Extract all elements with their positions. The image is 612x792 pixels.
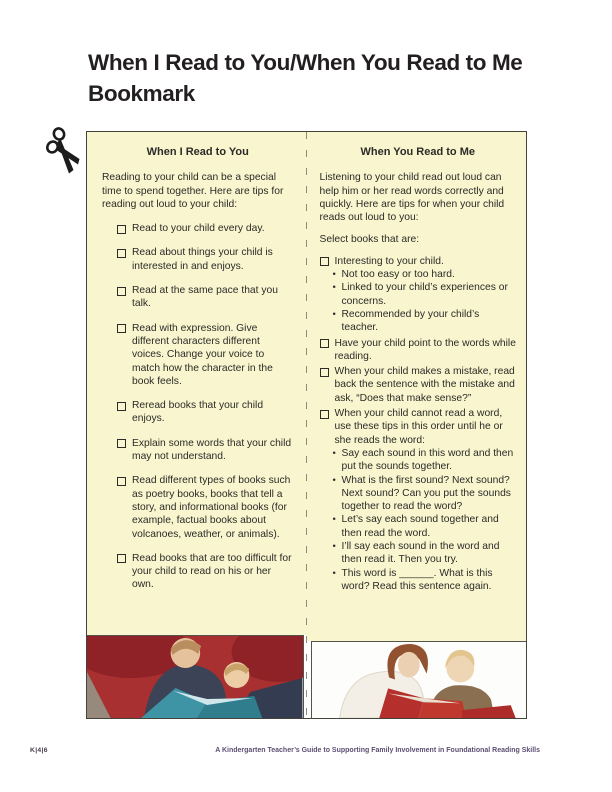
tip-sub-item: • This word is ______. What is this word? Read this sentence again. (332, 567, 493, 592)
empty-checkbox-icon (320, 410, 329, 419)
page-title-line1: When I Read to You/When You Read to Me (88, 50, 523, 75)
right-tip-list (320, 255, 517, 593)
empty-checkbox-icon (117, 554, 126, 563)
bullet-icon: • (332, 474, 336, 486)
bullet-icon: • (332, 282, 336, 294)
empty-checkbox-icon (117, 477, 126, 486)
tip-sub-item: • Linked to your child’s experiences or concerns. (332, 282, 508, 307)
tip-sub-item: • I’ll say each sound in the word and then read it. Then you try. (332, 541, 500, 566)
tip-sub-item: • Recommended by your child’s teacher. (332, 308, 480, 334)
left-tip-list (102, 222, 294, 592)
tip-item: Read at the same pace that you talk. (117, 284, 294, 311)
tip-item: When your child makes a mistake, read back the sentence with the mistake and ask, “Does that make sense?” (320, 365, 517, 405)
right-text-panel (307, 132, 527, 641)
bullet-icon: • (332, 447, 336, 459)
photo-mother-toddler-reading (311, 641, 527, 718)
tip-item: Read to your child every day. (117, 222, 294, 235)
tip-sub-item: • Let’s say each sound together and then read the word. (332, 514, 499, 539)
tip-item: When your child cannot read a word, use these tips in this order until he or she reads the word: (320, 407, 517, 447)
tip-item: Reread books that your child enjoys. (117, 399, 294, 426)
tip-item: Explain some words that your child may not understand. (117, 437, 294, 464)
empty-checkbox-icon (320, 339, 329, 348)
bullet-icon: • (332, 308, 336, 320)
empty-checkbox-icon (117, 324, 126, 333)
select-books-label: Select books that are: (319, 234, 420, 246)
bullet-icon: • (332, 541, 336, 553)
bookmark-left-column (87, 132, 307, 718)
tip-item: Read with expression. Give different characters different voices. Change your voice to match how the character in the book feels. (117, 322, 294, 388)
bullet-icon: • (332, 514, 336, 526)
footer-page-code: K|4|6 (30, 747, 48, 754)
tip-item: Read about things your child is interested in and enjoys. (117, 246, 294, 273)
tip-sub-item: • Not too easy or too hard. (332, 269, 455, 281)
bullet-icon: • (332, 269, 336, 281)
bookmark-right-column (307, 132, 527, 718)
tip-sub-item: • Say each sound in this word and then put the sounds together. (332, 447, 514, 473)
left-panel-header: When I Read to You (146, 146, 249, 158)
bullet-icon: • (332, 567, 336, 579)
tip-item: Have your child point to the words while reading. (320, 337, 517, 364)
empty-checkbox-icon (117, 225, 126, 234)
empty-checkbox-icon (117, 287, 126, 296)
left-text-panel (87, 132, 307, 635)
dashed-cut-line (306, 132, 308, 718)
left-panel-intro: Reading to your child can be a special time to spend together. Here are tips for reading out loud to your child: (102, 172, 284, 210)
tip-item: Interesting to your child. (320, 255, 517, 268)
footer-guide-title: A Kindergarten Teacher’s Guide to Supporting Family Involvement in Foundational Reading Skills (215, 747, 540, 754)
scissors-icon (46, 126, 82, 189)
empty-checkbox-icon (320, 257, 329, 266)
empty-checkbox-icon (117, 439, 126, 448)
page-title-line2: Bookmark (88, 81, 195, 106)
tip-item: Read books that are too difficult for your child to read on his or her own. (117, 552, 294, 592)
tip-item: Read different types of books such as poetry books, books that tell a story, and informational books (for example, factual books about volcanoes, weather, or animals). (117, 474, 294, 540)
tip-sub-item: • What is the first sound? Next sound? Next sound? Can you put the sounds together to read the word? (332, 474, 511, 513)
empty-checkbox-icon (117, 402, 126, 411)
page-title (88, 47, 548, 109)
empty-checkbox-icon (320, 368, 329, 377)
right-panel-header: When You Read to Me (360, 146, 475, 158)
right-panel-intro: Listening to your child read out loud can help him or her read words correctly and quickly. Here are tips for when your child reads out loud to you: (319, 172, 505, 224)
photo-father-son-reading (87, 635, 304, 718)
page-footer (30, 747, 540, 754)
bookmark-cutout (86, 131, 527, 719)
empty-checkbox-icon (117, 249, 126, 258)
